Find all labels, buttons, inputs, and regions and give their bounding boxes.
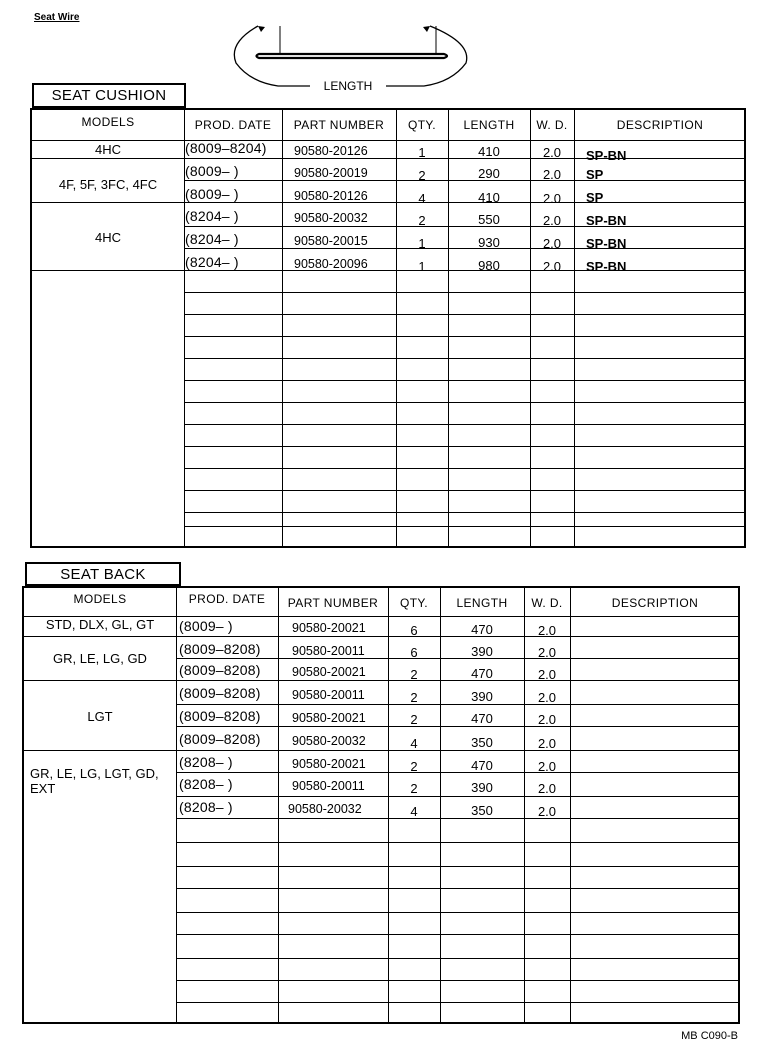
qty: 2: [410, 781, 418, 796]
part-number: 90580-20011: [292, 779, 365, 793]
qty: 2: [418, 168, 426, 183]
description: SP-BN: [586, 213, 627, 228]
length: 410: [478, 190, 500, 205]
description: SP-BN: [586, 259, 627, 274]
header-models: MODELS: [81, 115, 135, 129]
seat-wire-diagram: [228, 18, 478, 93]
header-description: DESCRIPTION: [611, 596, 699, 610]
prod-date: (8208– ): [179, 776, 233, 792]
part-number: 90580-20015: [294, 234, 368, 248]
length: 410: [478, 144, 500, 159]
part-number: 90580-20021: [292, 665, 366, 679]
model-group: GR, LE, LG, LGT, GD, EXT: [30, 766, 159, 796]
seat-back-title: SEAT BACK: [25, 562, 181, 586]
prod-date: (8009–8204): [185, 140, 267, 156]
wire-diameter: 2.0: [537, 736, 557, 751]
length: 470: [471, 622, 493, 637]
part-number: 90580-20019: [294, 166, 368, 180]
qty: 2: [418, 213, 426, 228]
wire-diameter: 2.0: [537, 781, 557, 796]
seat-cushion-title: SEAT CUSHION: [32, 83, 186, 108]
part-number: 90580-20021: [292, 711, 366, 725]
length: 390: [471, 689, 493, 704]
part-number: 90580-20032: [294, 211, 368, 225]
qty: 6: [410, 645, 418, 660]
header-wd: W. D.: [536, 118, 568, 132]
header-qty: QTY.: [399, 596, 429, 610]
model-group: 4HC: [94, 230, 121, 245]
prod-date: (8009–8208): [179, 662, 261, 678]
prod-date: (8009– ): [185, 163, 239, 179]
header-prod-date: PROD. DATE: [188, 592, 266, 606]
prod-date: (8208– ): [179, 754, 233, 770]
wire-diameter: 2.0: [542, 259, 562, 274]
prod-date: (8009– ): [185, 186, 239, 202]
prod-date: (8009– ): [179, 618, 233, 634]
header-part-number: PART NUMBER: [293, 118, 385, 132]
prod-date: (8204– ): [185, 231, 239, 247]
part-number: 90580-20011: [292, 688, 365, 702]
length: 550: [478, 212, 500, 227]
qty: 1: [418, 236, 426, 251]
qty: 2: [410, 667, 418, 682]
page-header: Seat Wire: [34, 12, 80, 23]
length: 390: [471, 644, 493, 659]
model-group: GR, LE, LG, GD: [53, 651, 147, 666]
part-number: 90580-20021: [292, 757, 366, 771]
length: 350: [471, 803, 493, 818]
model-group: 4HC: [94, 142, 121, 157]
part-number: 90580-20032: [292, 734, 366, 748]
length: 980: [478, 258, 500, 273]
header-description: DESCRIPTION: [616, 118, 704, 132]
length: 930: [478, 235, 500, 250]
footer-code: MB C090-B: [681, 1030, 738, 1042]
wire-diameter: 2.0: [542, 167, 562, 182]
wire-diameter: 2.0: [537, 645, 557, 660]
part-number: 90580-20126: [294, 144, 368, 158]
wire-diameter: 2.0: [537, 623, 557, 638]
header-models: MODELS: [73, 592, 127, 606]
qty: 4: [410, 804, 418, 819]
part-number: 90580-20126: [294, 189, 368, 203]
model-group: LGT: [87, 709, 113, 724]
qty: 2: [410, 690, 418, 705]
part-number: 90580-20096: [294, 257, 368, 271]
header-qty: QTY.: [407, 118, 437, 132]
header-length: LENGTH: [463, 118, 515, 132]
description: SP: [586, 190, 604, 205]
prod-date: (8009–8208): [179, 641, 261, 657]
part-number: 90580-20011: [292, 644, 365, 658]
qty: 6: [410, 623, 418, 638]
seat-back-table: [22, 586, 740, 1024]
wire-diameter: 2.0: [542, 145, 562, 160]
prod-date: (8208– ): [179, 799, 233, 815]
model-group: STD, DLX, GL, GT: [45, 617, 155, 632]
diagram-length-label: LENGTH: [323, 79, 373, 93]
wire-diameter: 2.0: [542, 236, 562, 251]
wire-diameter: 2.0: [542, 213, 562, 228]
length: 470: [471, 758, 493, 773]
header-length: LENGTH: [456, 596, 508, 610]
qty: 2: [410, 759, 418, 774]
qty: 2: [410, 712, 418, 727]
prod-date: (8204– ): [185, 208, 239, 224]
description: SP-BN: [586, 148, 627, 163]
length: 470: [471, 666, 493, 681]
header-part-number: PART NUMBER: [287, 596, 379, 610]
length: 390: [471, 780, 493, 795]
qty: 4: [418, 191, 426, 206]
part-number: 90580-20032: [288, 802, 362, 816]
length: 350: [471, 735, 493, 750]
qty: 1: [418, 145, 426, 160]
description: SP: [586, 167, 604, 182]
wire-diameter: 2.0: [537, 712, 557, 727]
seat-cushion-table: [30, 108, 746, 548]
qty: 1: [418, 259, 426, 274]
description: SP-BN: [586, 236, 627, 251]
prod-date: (8009–8208): [179, 685, 261, 701]
prod-date: (8009–8208): [179, 731, 261, 747]
header-wd: W. D.: [531, 596, 563, 610]
length: 290: [478, 166, 500, 181]
model-group: 4F, 5F, 3FC, 4FC: [58, 177, 158, 192]
header-prod-date: PROD. DATE: [194, 118, 272, 132]
wire-diameter: 2.0: [537, 759, 557, 774]
part-number: 90580-20021: [292, 621, 366, 635]
wire-diameter: 2.0: [537, 690, 557, 705]
prod-date: (8009–8208): [179, 708, 261, 724]
prod-date: (8204– ): [185, 254, 239, 270]
qty: 4: [410, 736, 418, 751]
length: 470: [471, 711, 493, 726]
wire-diameter: 2.0: [537, 667, 557, 682]
wire-diameter: 2.0: [537, 804, 557, 819]
wire-diameter: 2.0: [542, 191, 562, 206]
